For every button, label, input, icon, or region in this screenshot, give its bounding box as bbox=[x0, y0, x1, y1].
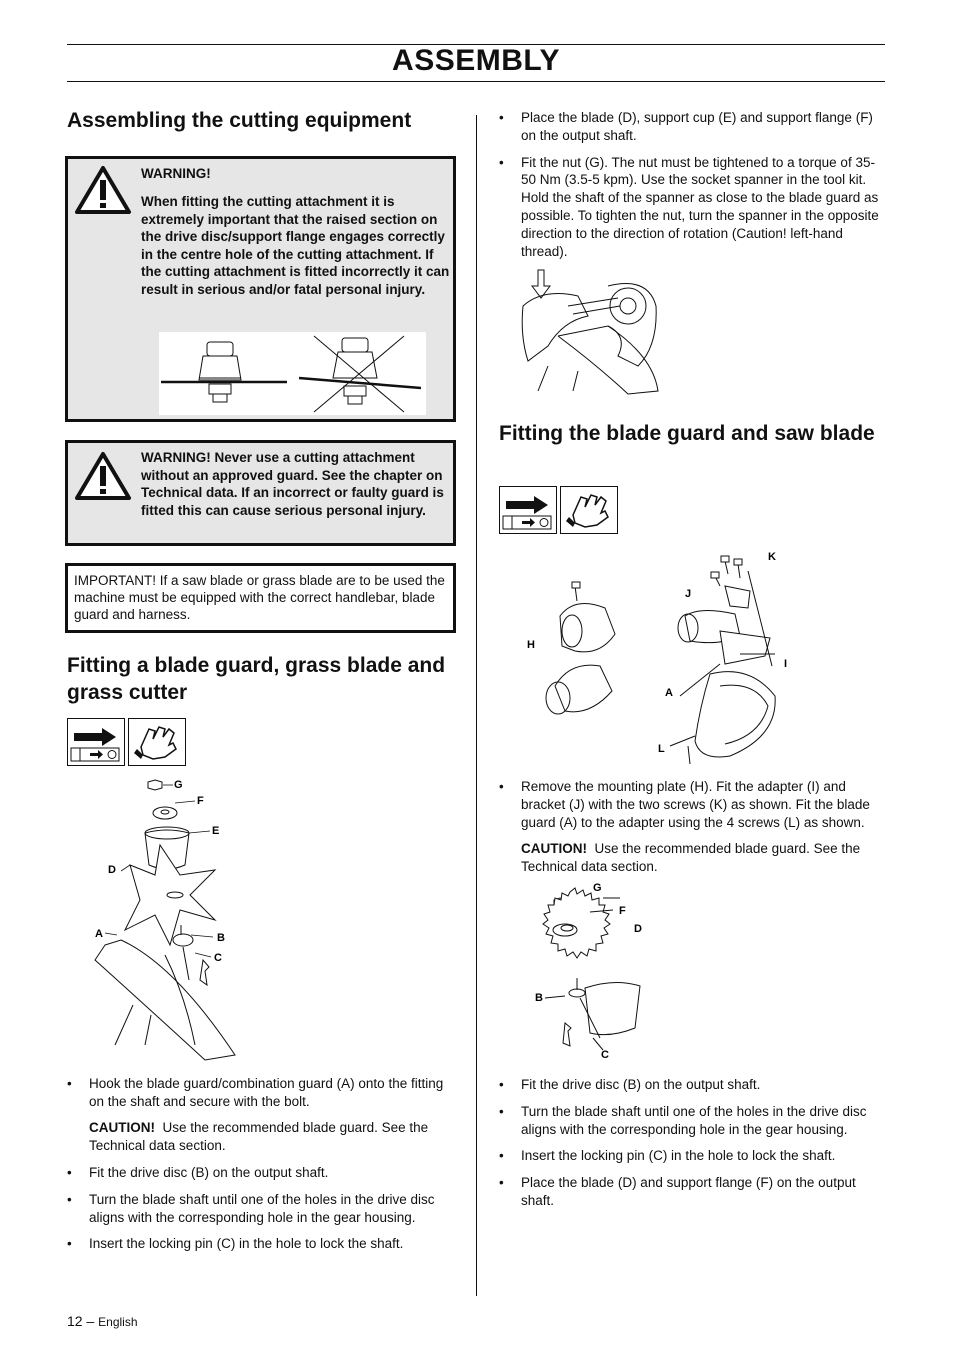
caution-label: CAUTION! bbox=[89, 1120, 155, 1135]
left-instructions-list-2 bbox=[67, 1164, 459, 1262]
flange-comparison-illustration bbox=[159, 332, 426, 415]
warning-triangle-icon bbox=[74, 451, 132, 501]
page-number: 12 – bbox=[67, 1313, 95, 1329]
figure-label-b: B bbox=[535, 992, 543, 1004]
warning-triangle-icon bbox=[74, 165, 132, 215]
figure-label-a: A bbox=[95, 928, 103, 940]
list-item-text: Turn the blade shaft until one of the holes in the drive disc aligns with the corresponding hole in the gear housing. bbox=[89, 1191, 435, 1225]
figure-label-f: F bbox=[619, 905, 626, 917]
list-item-text: Place the blade (D) and support flange (F) on the output shaft. bbox=[521, 1175, 856, 1208]
saw-blade-guard-mounting-illustration bbox=[520, 546, 790, 771]
warning-box-2 bbox=[65, 440, 456, 546]
heading-fitting-saw-blade: Fitting the blade guard and saw blade bbox=[499, 422, 875, 445]
list-item-text: Remove the mounting plate (H). Fit the adapter (I) and bracket (J) with the two screws (K) as shown. Fit the blade guard (A) to the adapter using the 4 screws (L) as shown. bbox=[521, 779, 870, 830]
list-item bbox=[499, 1147, 887, 1165]
list-item bbox=[499, 154, 887, 261]
list-item bbox=[499, 778, 887, 831]
heading-assembling: Assembling the cutting equipment bbox=[67, 109, 412, 132]
protective-glove-icon bbox=[128, 718, 186, 766]
list-item-text: Fit the nut (G). The nut must be tightened to a torque of 35-50 Nm (3.5-5 kpm). Use the socket spanner in the tool kit. Hold the shaft of the spanner as close to the blade guard as possible. To tighten the nut, turn the spanner in the opposite direction to the direction of rotation (Caution! left-hand thread). bbox=[521, 154, 879, 259]
list-item bbox=[67, 1191, 459, 1227]
warning-1-title: WARNING! bbox=[141, 166, 211, 181]
important-note-box bbox=[65, 563, 456, 633]
page-footer bbox=[67, 1313, 138, 1329]
warning-1-body: When fitting the cutting attachment it is extremely important that the raised section on the drive disc/support flange engages correctly in the centre hole of the cutting attachment. If the cutting attachment is fitted incorrectly it can result in serious and/or fatal personal injury. bbox=[141, 194, 450, 297]
list-item bbox=[499, 1076, 887, 1094]
caution-text: Use the recommended blade guard. See the Technical data section. bbox=[89, 1120, 429, 1153]
footer-language: English bbox=[98, 1315, 138, 1329]
figure-label-g: G bbox=[174, 779, 183, 791]
figure-label-h: H bbox=[527, 639, 535, 651]
figure-label-i: I bbox=[784, 658, 788, 670]
figure-label-c: C bbox=[214, 952, 222, 964]
list-item-text: Turn the blade shaft until one of the holes in the drive disc aligns with the corresponding hole in the gear housing. bbox=[521, 1103, 867, 1137]
figure-label-c: C bbox=[601, 1049, 609, 1061]
column-divider bbox=[476, 115, 477, 1296]
figure-label-l: L bbox=[658, 743, 665, 755]
figure-label-k: K bbox=[768, 551, 776, 563]
right-instructions-list-mount bbox=[499, 778, 887, 840]
list-item bbox=[499, 109, 887, 145]
caution-text: Use the recommended blade guard. See the Technical data section. bbox=[521, 841, 861, 874]
list-item bbox=[67, 1075, 459, 1111]
list-item bbox=[499, 1174, 887, 1210]
page-title: ASSEMBLY bbox=[392, 44, 560, 77]
warning-box-1 bbox=[65, 156, 456, 422]
figure-label-d: D bbox=[108, 864, 116, 876]
tightening-nut-illustration bbox=[518, 266, 663, 396]
warning-2-text: WARNING! Never use a cutting attachment without an approved guard. See the chapter on Technical data. If an incorrect or faulty guard is fitted this can cause serious personal injury. bbox=[141, 450, 444, 518]
figure-label-a: A bbox=[665, 687, 673, 699]
figure-label-j: J bbox=[685, 588, 692, 600]
list-item bbox=[67, 1164, 459, 1182]
important-note-text: IMPORTANT! If a saw blade or grass blade are to be used the machine must be equipped with the correct handlebar, blade guard and harness. bbox=[74, 573, 445, 622]
manual-reference-icon bbox=[67, 718, 125, 766]
header-bottom-rule bbox=[67, 81, 885, 82]
manual-reference-icon bbox=[499, 486, 557, 534]
caution-note-right bbox=[521, 840, 887, 876]
saw-blade-exploded-illustration bbox=[515, 878, 650, 1063]
list-item-text: Hook the blade guard/combination guard (A) onto the fitting on the shaft and secure with the bolt. bbox=[89, 1076, 444, 1109]
list-item-text: Fit the drive disc (B) on the output shaft. bbox=[521, 1077, 761, 1092]
list-item bbox=[67, 1235, 459, 1253]
left-instructions-list bbox=[67, 1075, 459, 1120]
protective-glove-icon bbox=[560, 486, 618, 534]
figure-label-b: B bbox=[217, 932, 225, 944]
right-instructions-list-bottom bbox=[499, 1076, 887, 1219]
list-item-text: Insert the locking pin (C) in the hole to lock the shaft. bbox=[89, 1236, 404, 1252]
grass-blade-exploded-illustration bbox=[85, 775, 245, 1065]
figure-label-e: E bbox=[212, 825, 220, 837]
list-item-text: Place the blade (D), support cup (E) and support flange (F) on the output shaft. bbox=[521, 110, 873, 143]
list-item-text: Insert the locking pin (C) in the hole to lock the shaft. bbox=[521, 1148, 836, 1164]
list-item-text: Fit the drive disc (B) on the output shaft. bbox=[89, 1165, 329, 1180]
figure-label-g: G bbox=[593, 882, 602, 894]
figure-label-f: F bbox=[197, 795, 204, 807]
caution-label: CAUTION! bbox=[521, 841, 587, 856]
figure-label-d: D bbox=[634, 923, 642, 935]
heading-fitting-blade-guard-grass: Fitting a blade guard, grass blade and grass cutter bbox=[67, 654, 446, 704]
caution-note-left bbox=[89, 1119, 459, 1155]
right-instructions-list-top bbox=[499, 109, 887, 269]
list-item bbox=[499, 1103, 887, 1139]
